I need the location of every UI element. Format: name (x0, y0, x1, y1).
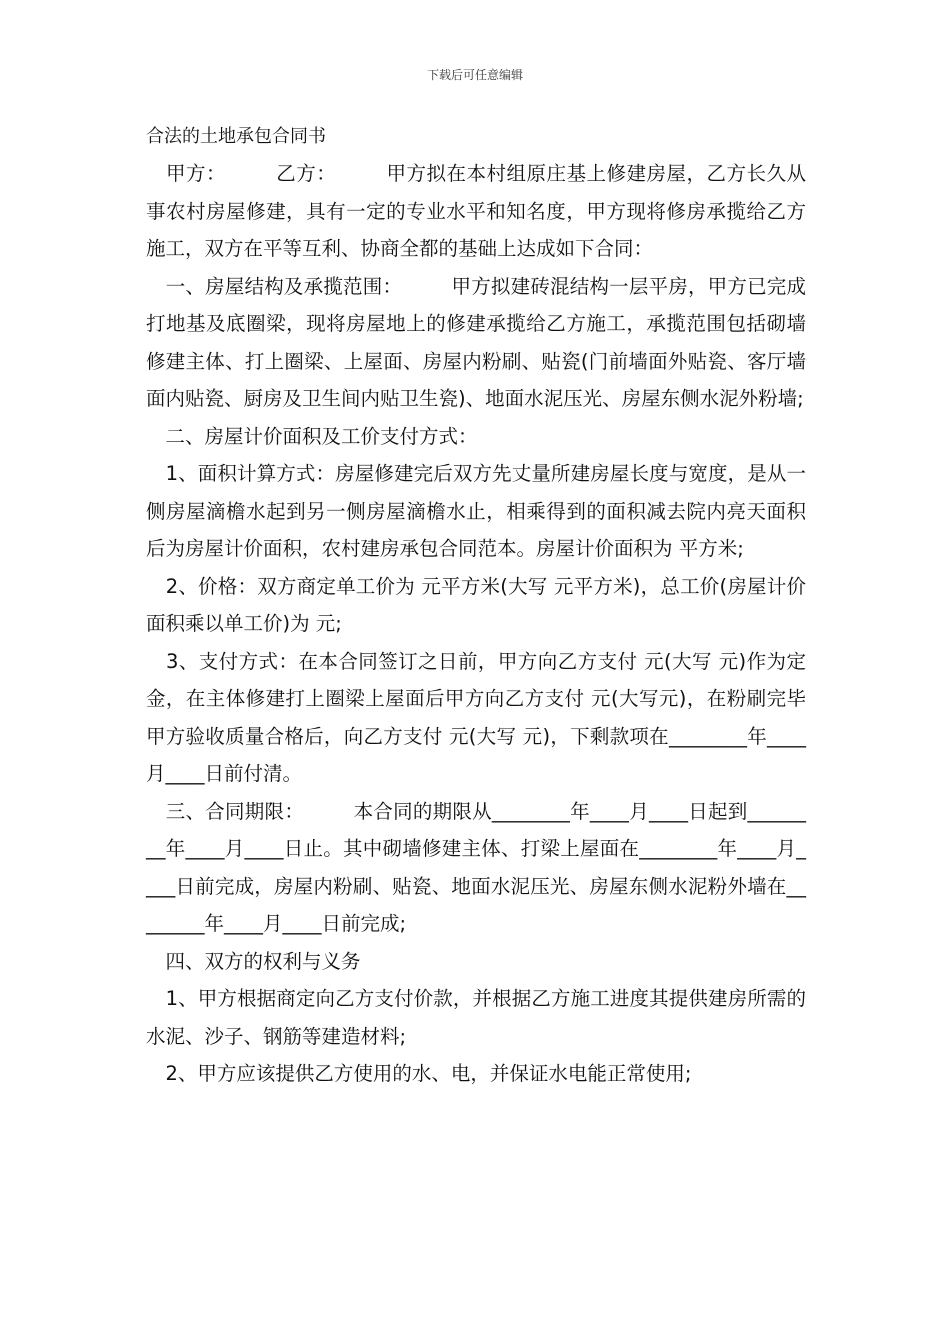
paragraph-section-2-heading: 二、房屋计价面积及工价支付方式： (146, 424, 478, 448)
paragraph-obligation-2: 2、甲方应该提供乙方使用的水、电，并保证水电能正常使用; (146, 1062, 692, 1085)
document-title: 合法的土地承包合同书 (146, 126, 326, 147)
header-note: 下载后可任意编辑 (426, 68, 523, 82)
document-body (146, 118, 806, 1093)
paragraph-section-4-heading: 四、双方的权利与义务 (146, 949, 361, 973)
paragraph-section-1: 一、房屋结构及承揽范围： 甲方拟建砖混结构一层平房，甲方已完成打地基及底圈梁，现将房屋地上的修建承揽给乙方施工，承揽范围包括砌墙修建主体、打上圈梁、上屋面、房屋内粉刷、贴瓷(门前墙面外贴瓷、客厅墙面内贴瓷、厨房及卫生间内贴卫生瓷)、地面水泥压光、房屋东侧水泥外粉墙; (146, 274, 806, 410)
paragraph-area-calculation: 1、面积计算方式：房屋修建完后双方先丈量所建房屋长度与宽度，是从一侧房屋滴檐水起到另一侧房屋滴檐水止，相乘得到的面积减去院内亮天面积后为房屋计价面积，农村建房承包合同范本。房屋计价面积为 平方米; (146, 462, 806, 560)
paragraph-parties: 甲方： 乙方： 甲方拟在本村组原庄基上修建房屋，乙方长久从事农村房屋修建，具有一定的专业水平和知名度，甲方现将修房承揽给乙方施工，双方在平等互利、协商全都的基础上达成如下合同： (146, 162, 806, 260)
paragraph-price: 2、价格：双方商定单工价为 元平方米(大写 元平方米)，总工价(房屋计价面积乘以单工价)为 元; (146, 574, 806, 635)
paragraph-section-3: 三、合同期限： 本合同的期限从________年____月____日起到________年____月____日止。其中砌墙修建主体、打梁上屋面在________年____月____日前完成，房屋内粉刷、贴瓷、地面水泥压光、房屋东侧水泥粉外墙在________年____月____日前完成; (146, 799, 806, 935)
paragraph-payment: 3、支付方式：在本合同签订之日前，甲方向乙方支付 元(大写 元)作为定金，在主体修建打上圈梁上屋面后甲方向乙方支付 元(大写元)，在粉刷完毕甲方验收质量合格后，向乙方支付 元(大写 元)，下剩款项在________年____月____日前付清。 (146, 649, 806, 785)
paragraph-obligation-1: 1、甲方根据商定向乙方支付价款，并根据乙方施工进度其提供建房所需的水泥、沙子、钢筋等建造材料; (146, 987, 806, 1048)
